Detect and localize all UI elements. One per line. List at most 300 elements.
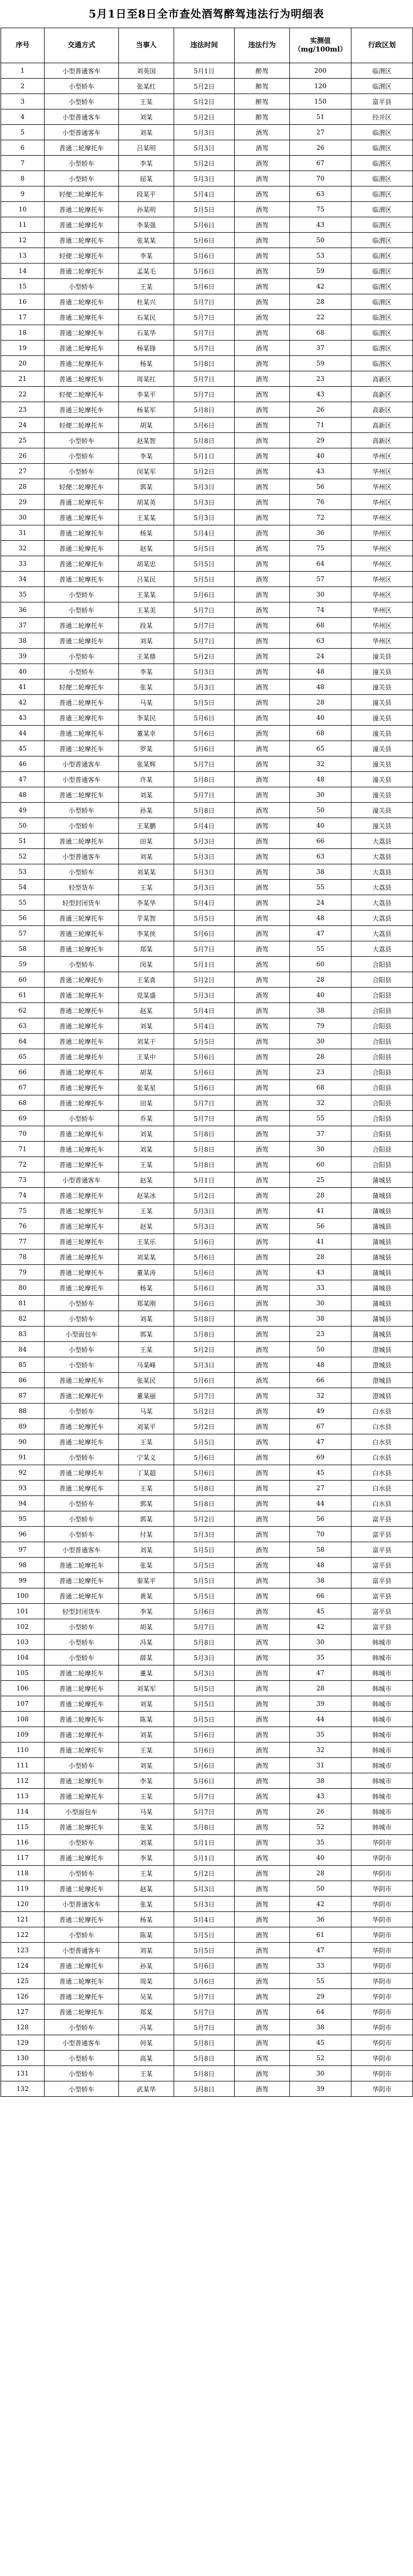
cell-party: 董某	[119, 1665, 174, 1681]
cell-value: 30	[290, 2066, 351, 2081]
cell-act: 酒驾	[235, 1835, 290, 1850]
cell-party: 赵某	[119, 1881, 174, 1897]
table-row	[1, 325, 413, 341]
cell-value: 43	[290, 1265, 351, 1280]
cell-mode: 小型轿车	[45, 2020, 119, 2035]
cell-district: 韩城市	[351, 1789, 413, 1804]
cell-district: 韩城市	[351, 1696, 413, 1712]
cell-no: 37	[1, 618, 45, 633]
cell-act: 酒驾	[235, 1588, 290, 1604]
table-row	[1, 1804, 413, 1820]
cell-value: 76	[290, 495, 351, 510]
table-row	[1, 679, 413, 695]
cell-value: 45	[290, 2035, 351, 2051]
cell-value: 53	[290, 248, 351, 263]
cell-act: 酒驾	[235, 1742, 290, 1758]
cell-act: 酒驾	[235, 1003, 290, 1018]
cell-time: 5月6日	[174, 279, 235, 294]
table-row	[1, 1296, 413, 1311]
cell-value: 66	[290, 834, 351, 849]
cell-act: 酒驾	[235, 1373, 290, 1388]
cell-party: 赵某	[119, 1219, 174, 1234]
cell-no: 84	[1, 1342, 45, 1357]
cell-time: 5月8日	[174, 1311, 235, 1327]
cell-time: 5月3日	[174, 1357, 235, 1373]
cell-mode: 普通二轮摩托车	[45, 633, 119, 649]
cell-no: 7	[1, 156, 45, 171]
cell-act: 酒驾	[235, 1404, 290, 1419]
cell-act: 酒驾	[235, 679, 290, 695]
cell-value: 68	[290, 325, 351, 341]
cell-value: 28	[290, 1188, 351, 1203]
cell-time: 5月6日	[174, 1049, 235, 1065]
cell-time: 5月6日	[174, 418, 235, 433]
table-row	[1, 1820, 413, 1835]
cell-value: 44	[290, 1712, 351, 1727]
cell-mode: 普通二轮摩托车	[45, 1989, 119, 2004]
cell-mode: 普通二轮摩托车	[45, 217, 119, 233]
cell-no: 92	[1, 1465, 45, 1481]
table-row	[1, 1619, 413, 1635]
cell-mode: 普通二轮摩托车	[45, 310, 119, 325]
cell-time: 5月7日	[174, 618, 235, 633]
cell-time: 5月5日	[174, 1558, 235, 1573]
cell-act: 酒驾	[235, 1542, 290, 1558]
cell-time: 5月7日	[174, 341, 235, 356]
cell-act: 酒驾	[235, 1558, 290, 1573]
cell-time: 5月3日	[174, 864, 235, 880]
cell-district: 潼关县	[351, 756, 413, 772]
cell-district: 潼关县	[351, 787, 413, 803]
cell-no: 96	[1, 1527, 45, 1542]
cell-value: 41	[290, 1203, 351, 1219]
cell-party: 董某涛	[119, 1265, 174, 1280]
table-row	[1, 1049, 413, 1065]
cell-mode: 普通二轮摩托车	[45, 1558, 119, 1573]
cell-district: 临渭区	[351, 186, 413, 202]
table-row	[1, 1265, 413, 1280]
table-row	[1, 310, 413, 325]
cell-party: 张某	[119, 1558, 174, 1573]
cell-time: 5月7日	[174, 325, 235, 341]
table-row	[1, 1927, 413, 1943]
cell-no: 107	[1, 1696, 45, 1712]
cell-no: 22	[1, 387, 45, 402]
cell-act: 酒驾	[235, 756, 290, 772]
table-row	[1, 1527, 413, 1542]
cell-time: 5月2日	[174, 94, 235, 109]
cell-mode: 普通二轮摩托车	[45, 1095, 119, 1111]
cell-party: 薛某	[119, 1650, 174, 1665]
table-row	[1, 94, 413, 109]
cell-mode: 小型轿车	[45, 94, 119, 109]
cell-mode: 普通二轮摩托车	[45, 1265, 119, 1280]
table-row	[1, 1373, 413, 1388]
cell-no: 72	[1, 1157, 45, 1172]
cell-time: 5月1日	[174, 957, 235, 972]
table-row	[1, 109, 413, 125]
cell-party: 王某	[119, 94, 174, 109]
cell-party: 乔某	[119, 1111, 174, 1126]
cell-district: 潼关县	[351, 664, 413, 679]
cell-act: 酒驾	[235, 2035, 290, 2051]
cell-party: 郑某	[119, 941, 174, 957]
cell-mode: 普通二轮摩托车	[45, 510, 119, 525]
cell-no: 67	[1, 1080, 45, 1095]
cell-time: 5月5日	[174, 1034, 235, 1049]
cell-no: 9	[1, 186, 45, 202]
cell-party: 孙某	[119, 1958, 174, 1974]
cell-district: 华阴市	[351, 1958, 413, 1974]
cell-district: 韩城市	[351, 1804, 413, 1820]
cell-time: 5月6日	[174, 1742, 235, 1758]
cell-time: 5月8日	[174, 1157, 235, 1172]
cell-party: 郭某	[119, 1511, 174, 1527]
cell-district: 临渭区	[351, 233, 413, 248]
cell-no: 117	[1, 1850, 45, 1866]
cell-district: 华州区	[351, 541, 413, 556]
cell-value: 55	[290, 941, 351, 957]
cell-time: 5月5日	[174, 1434, 235, 1450]
cell-no: 21	[1, 371, 45, 387]
cell-mode: 普通二轮摩托车	[45, 1188, 119, 1203]
cell-time: 5月1日	[174, 1850, 235, 1866]
cell-value: 68	[290, 726, 351, 741]
table-row	[1, 1142, 413, 1157]
cell-party: 杜某兴	[119, 294, 174, 310]
cell-time: 5月3日	[174, 1665, 235, 1681]
cell-district: 临渭区	[351, 248, 413, 263]
cell-no: 49	[1, 803, 45, 818]
cell-no: 26	[1, 448, 45, 464]
cell-district: 华阴市	[351, 2066, 413, 2081]
table-row	[1, 1280, 413, 1296]
cell-district: 潼关县	[351, 649, 413, 664]
table-row	[1, 1758, 413, 1773]
cell-act: 酒驾	[235, 464, 290, 479]
cell-district: 白水县	[351, 1450, 413, 1465]
cell-no: 40	[1, 664, 45, 679]
cell-district: 潼关县	[351, 679, 413, 695]
cell-value: 23	[290, 1327, 351, 1342]
cell-mode: 普通二轮摩托车	[45, 941, 119, 957]
cell-party: 王某乐	[119, 1234, 174, 1249]
cell-district: 澄城县	[351, 1342, 413, 1357]
cell-mode: 小型轿车	[45, 1404, 119, 1419]
table-row	[1, 1974, 413, 1989]
cell-party: 吕某民	[119, 572, 174, 587]
table-row	[1, 1018, 413, 1034]
cell-no: 111	[1, 1758, 45, 1773]
cell-mode: 普通二轮摩托车	[45, 541, 119, 556]
cell-district: 华州区	[351, 572, 413, 587]
cell-value: 63	[290, 186, 351, 202]
cell-mode: 小型轿车	[45, 279, 119, 294]
cell-time: 5月2日	[174, 649, 235, 664]
cell-value: 38	[290, 1573, 351, 1588]
cell-value: 29	[290, 1989, 351, 2004]
cell-mode: 普通二轮摩托车	[45, 1773, 119, 1789]
cell-party: 马某	[119, 695, 174, 710]
cell-mode: 小型轿车	[45, 448, 119, 464]
cell-district: 华阴市	[351, 1989, 413, 2004]
cell-mode: 小型轿车	[45, 649, 119, 664]
cell-district: 合阳县	[351, 1157, 413, 1172]
table-row	[1, 880, 413, 895]
cell-act: 酒驾	[235, 1727, 290, 1742]
table-row	[1, 957, 413, 972]
cell-mode: 普通二轮摩托车	[45, 1018, 119, 1034]
cell-district: 临渭区	[351, 356, 413, 371]
table-row	[1, 1327, 413, 1342]
cell-party: 宁某义	[119, 1450, 174, 1465]
cell-value: 39	[290, 2081, 351, 2097]
cell-value: 33	[290, 1280, 351, 1296]
cell-party: 李某民	[119, 710, 174, 726]
cell-no: 122	[1, 1927, 45, 1943]
cell-act: 酒驾	[235, 1034, 290, 1049]
cell-time: 5月7日	[174, 1989, 235, 2004]
cell-act: 酒驾	[235, 1496, 290, 1511]
cell-time: 5月5日	[174, 202, 235, 217]
cell-no: 82	[1, 1311, 45, 1327]
cell-mode: 小型轿车	[45, 1450, 119, 1465]
table-row	[1, 1835, 413, 1850]
cell-act: 酒驾	[235, 418, 290, 433]
cell-act: 酒驾	[235, 1789, 290, 1804]
cell-party: 石某民	[119, 310, 174, 325]
cell-value: 64	[290, 556, 351, 572]
cell-district: 合阳县	[351, 972, 413, 988]
cell-district: 蒲城县	[351, 1280, 413, 1296]
cell-district: 临渭区	[351, 279, 413, 294]
cell-mode: 轻型封闭货车	[45, 895, 119, 911]
cell-mode: 小型轿车	[45, 156, 119, 171]
cell-party: 马某	[119, 1404, 174, 1419]
cell-party: 李某	[119, 448, 174, 464]
cell-district: 华州区	[351, 525, 413, 541]
table-row	[1, 1003, 413, 1018]
cell-party: 赵某	[119, 1172, 174, 1188]
cell-no: 121	[1, 1912, 45, 1927]
table-row	[1, 156, 413, 171]
cell-value: 32	[290, 1095, 351, 1111]
table-row	[1, 1203, 413, 1219]
cell-district: 高新区	[351, 387, 413, 402]
cell-time: 5月6日	[174, 1065, 235, 1080]
cell-time: 5月3日	[174, 125, 235, 140]
cell-time: 5月4日	[174, 186, 235, 202]
cell-time: 5月7日	[174, 1111, 235, 1126]
table-row	[1, 263, 413, 279]
cell-value: 42	[290, 279, 351, 294]
cell-no: 132	[1, 2081, 45, 2097]
cell-no: 66	[1, 1065, 45, 1080]
cell-no: 36	[1, 602, 45, 618]
table-row	[1, 140, 413, 156]
table-header-row	[1, 28, 413, 63]
cell-district: 白水县	[351, 1419, 413, 1434]
cell-mode: 普通二轮摩托车	[45, 140, 119, 156]
table-row	[1, 1465, 413, 1481]
cell-mode: 普通二轮摩托车	[45, 1249, 119, 1265]
table-row	[1, 418, 413, 433]
cell-time: 5月2日	[174, 464, 235, 479]
cell-act: 酒驾	[235, 787, 290, 803]
cell-time: 5月6日	[174, 1373, 235, 1388]
cell-district: 蒲城县	[351, 1188, 413, 1203]
table-row	[1, 988, 413, 1003]
cell-no: 83	[1, 1327, 45, 1342]
header-act: 违法行为	[235, 28, 290, 63]
table-row	[1, 1080, 413, 1095]
cell-time: 5月1日	[174, 448, 235, 464]
cell-district: 华阴市	[351, 2004, 413, 2020]
cell-no: 1	[1, 63, 45, 79]
cell-district: 富平县	[351, 1588, 413, 1604]
table-row	[1, 911, 413, 926]
cell-no: 123	[1, 1943, 45, 1958]
cell-mode: 小型轿车	[45, 803, 119, 818]
cell-no: 104	[1, 1650, 45, 1665]
cell-value: 50	[290, 1881, 351, 1897]
table-row	[1, 479, 413, 495]
cell-mode: 普通二轮摩托车	[45, 1588, 119, 1604]
cell-mode: 普通二轮摩托车	[45, 233, 119, 248]
cell-value: 40	[290, 988, 351, 1003]
cell-party: 王某	[119, 1342, 174, 1357]
table-row	[1, 1604, 413, 1619]
cell-party: 王某喜	[119, 972, 174, 988]
table-row	[1, 834, 413, 849]
cell-time: 5月1日	[174, 63, 235, 79]
cell-mode: 普通二轮摩托车	[45, 1573, 119, 1588]
cell-mode: 轻便二轮摩托车	[45, 479, 119, 495]
cell-time: 5月7日	[174, 787, 235, 803]
cell-mode: 普通二轮摩托车	[45, 1034, 119, 1049]
cell-district: 合阳县	[351, 1034, 413, 1049]
cell-mode: 小型轿车	[45, 1635, 119, 1650]
cell-time: 5月7日	[174, 602, 235, 618]
cell-no: 32	[1, 541, 45, 556]
cell-value: 28	[290, 1049, 351, 1065]
table-row	[1, 217, 413, 233]
cell-time: 5月7日	[174, 2020, 235, 2035]
cell-value: 27	[290, 125, 351, 140]
cell-value: 70	[290, 171, 351, 186]
cell-act: 酒驾	[235, 880, 290, 895]
cell-party: 李某华	[119, 895, 174, 911]
cell-district: 蒲城县	[351, 1203, 413, 1219]
table-row	[1, 495, 413, 510]
cell-value: 32	[290, 1388, 351, 1404]
cell-district: 华州区	[351, 633, 413, 649]
cell-no: 85	[1, 1357, 45, 1373]
cell-party: 张某	[119, 679, 174, 695]
cell-party: 刘某军	[119, 1681, 174, 1696]
cell-no: 56	[1, 911, 45, 926]
cell-time: 5月5日	[174, 1573, 235, 1588]
cell-time: 5月2日	[174, 1404, 235, 1419]
cell-time: 5月3日	[174, 988, 235, 1003]
cell-no: 6	[1, 140, 45, 156]
cell-act: 酒驾	[235, 125, 290, 140]
cell-no: 77	[1, 1234, 45, 1249]
cell-party: 王某中	[119, 1049, 174, 1065]
cell-no: 81	[1, 1296, 45, 1311]
table-row	[1, 186, 413, 202]
table-row	[1, 1249, 413, 1265]
cell-act: 酒驾	[235, 1604, 290, 1619]
cell-act: 酒驾	[235, 926, 290, 941]
cell-no: 129	[1, 2035, 45, 2051]
cell-mode: 小型轿车	[45, 464, 119, 479]
cell-party: 李某	[119, 156, 174, 171]
cell-time: 5月6日	[174, 248, 235, 263]
table-row	[1, 1773, 413, 1789]
header-no: 序号	[1, 28, 45, 63]
cell-act: 酒驾	[235, 1511, 290, 1527]
cell-value: 75	[290, 202, 351, 217]
cell-district: 韩城市	[351, 1820, 413, 1835]
cell-time: 5月5日	[174, 911, 235, 926]
cell-act: 酒驾	[235, 1527, 290, 1542]
cell-no: 59	[1, 957, 45, 972]
violation-table	[1, 28, 413, 2097]
cell-time: 5月5日	[174, 1696, 235, 1712]
cell-value: 48	[290, 772, 351, 787]
cell-act: 醉驾	[235, 63, 290, 79]
cell-no: 43	[1, 710, 45, 726]
cell-party: 李某	[119, 1773, 174, 1789]
cell-party: 王某	[119, 2066, 174, 2081]
cell-district: 潼关县	[351, 695, 413, 710]
table-row	[1, 1234, 413, 1249]
cell-act: 酒驾	[235, 248, 290, 263]
table-row	[1, 2066, 413, 2081]
cell-party: 王某	[119, 880, 174, 895]
cell-time: 5月3日	[174, 1527, 235, 1542]
cell-time: 5月8日	[174, 1126, 235, 1142]
cell-value: 72	[290, 510, 351, 525]
table-row	[1, 1157, 413, 1172]
cell-value: 23	[290, 371, 351, 387]
cell-district: 韩城市	[351, 1665, 413, 1681]
cell-party: 杨某	[119, 356, 174, 371]
cell-mode: 普通二轮摩托车	[45, 787, 119, 803]
cell-mode: 小型轿车	[45, 1527, 119, 1542]
cell-party: 冯某	[119, 1635, 174, 1650]
cell-time: 5月6日	[174, 1727, 235, 1742]
table-row	[1, 1665, 413, 1681]
cell-mode: 小型轿车	[45, 1650, 119, 1665]
cell-value: 28	[290, 1249, 351, 1265]
cell-act: 酒驾	[235, 1650, 290, 1665]
cell-time: 5月2日	[174, 156, 235, 171]
cell-act: 酒驾	[235, 1912, 290, 1927]
cell-party: 王某	[119, 279, 174, 294]
cell-party: 胡某	[119, 1065, 174, 1080]
cell-act: 酒驾	[235, 356, 290, 371]
cell-mode: 普通二轮摩托车	[45, 1142, 119, 1157]
table-row	[1, 356, 413, 371]
cell-mode: 普通二轮摩托车	[45, 1280, 119, 1296]
cell-value: 59	[290, 356, 351, 371]
cell-party: 杨某	[119, 1280, 174, 1296]
cell-district: 临渭区	[351, 171, 413, 186]
cell-no: 12	[1, 233, 45, 248]
cell-value: 30	[290, 787, 351, 803]
